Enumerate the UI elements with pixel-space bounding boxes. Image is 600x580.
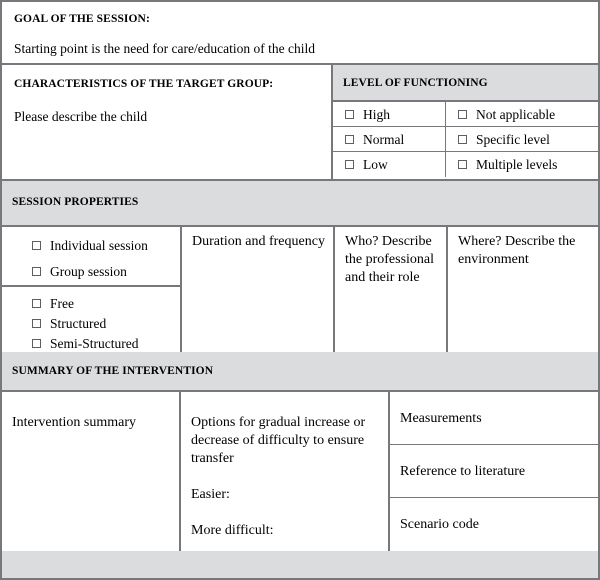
session-structure-semi-structured[interactable] xyxy=(32,334,180,353)
level-option-label: Not applicable xyxy=(476,106,556,122)
where-environment-field[interactable]: Where? Describe the environment xyxy=(448,227,598,352)
reference-to-literature-field[interactable]: Reference to literature xyxy=(390,445,598,498)
duration-and-frequency-field[interactable]: Duration and frequency xyxy=(182,227,335,352)
level-option-multiple-levels[interactable] xyxy=(446,152,596,177)
checkbox-icon[interactable] xyxy=(32,339,41,348)
checkbox-icon[interactable] xyxy=(458,135,467,144)
intervention-summary-field[interactable]: Intervention summary xyxy=(2,392,181,551)
checkbox-icon[interactable] xyxy=(458,110,467,119)
level-option-normal[interactable] xyxy=(333,127,446,151)
easier-label: Easier: xyxy=(191,487,230,502)
checkbox-icon[interactable] xyxy=(345,160,354,169)
scenario-code-field[interactable]: Scenario code xyxy=(390,498,598,551)
level-option-high[interactable] xyxy=(333,102,446,126)
checkbox-icon[interactable] xyxy=(32,241,41,250)
checkbox-icon[interactable] xyxy=(32,299,41,308)
session-structure-group xyxy=(2,287,180,350)
more-difficult-label: More difficult: xyxy=(191,523,274,538)
who-professional-field[interactable]: Who? Describe the professional and their role xyxy=(335,227,448,352)
checkbox-icon[interactable] xyxy=(345,135,354,144)
level-of-functioning-section xyxy=(333,65,598,181)
level-row xyxy=(333,127,598,152)
session-type-group[interactable] xyxy=(32,261,180,282)
session-type-individual[interactable] xyxy=(32,235,180,256)
summary-body xyxy=(2,392,598,551)
level-option-label: Low xyxy=(363,157,388,172)
level-option-specific-level[interactable] xyxy=(446,127,596,151)
characteristics-heading: CHARACTERISTICS OF THE TARGET GROUP: xyxy=(14,78,274,90)
spacer xyxy=(191,504,378,522)
characteristics-description[interactable]: Please describe the child xyxy=(14,109,148,124)
session-properties-checkbox-column xyxy=(2,227,182,352)
level-option-label: Normal xyxy=(363,131,405,147)
session-type-group xyxy=(2,227,180,287)
checkbox-icon[interactable] xyxy=(345,110,354,119)
session-structure-label: Free xyxy=(50,296,74,311)
checkbox-icon[interactable] xyxy=(32,267,41,276)
spacer xyxy=(191,468,378,486)
level-option-label: Specific level xyxy=(476,131,550,147)
goal-heading: GOAL OF THE SESSION: xyxy=(14,13,150,25)
goal-section xyxy=(2,2,598,65)
goal-description[interactable]: Starting point is the need for care/education of the child xyxy=(14,41,316,56)
level-option-not-applicable[interactable] xyxy=(446,102,596,126)
session-type-label: Individual session xyxy=(50,238,148,253)
session-type-label: Group session xyxy=(50,264,127,279)
checkbox-icon[interactable] xyxy=(458,160,467,169)
level-option-low[interactable] xyxy=(333,152,446,177)
level-row xyxy=(333,152,598,177)
checkbox-icon[interactable] xyxy=(32,319,41,328)
options-difficulty-text: Options for gradual increase or decrease of difficulty to ensure transfer xyxy=(191,415,366,466)
options-difficulty-field[interactable] xyxy=(181,392,390,551)
level-option-label: High xyxy=(363,106,390,122)
session-structure-structured[interactable] xyxy=(32,314,180,333)
summary-right-column xyxy=(390,392,598,551)
session-structure-label: Semi-Structured xyxy=(50,336,139,351)
session-structure-free[interactable] xyxy=(32,294,180,313)
session-properties-heading: SESSION PROPERTIES xyxy=(2,181,598,227)
session-structure-label: Structured xyxy=(50,316,107,331)
footer-strip xyxy=(2,551,598,578)
session-properties-body xyxy=(2,227,598,352)
level-row xyxy=(333,102,598,127)
summary-heading: SUMMARY OF THE INTERVENTION xyxy=(2,352,598,392)
characteristics-section xyxy=(2,65,333,181)
level-option-label: Multiple levels xyxy=(476,157,558,172)
level-of-functioning-heading: LEVEL OF FUNCTIONING xyxy=(333,65,598,102)
measurements-field[interactable]: Measurements xyxy=(390,392,598,445)
